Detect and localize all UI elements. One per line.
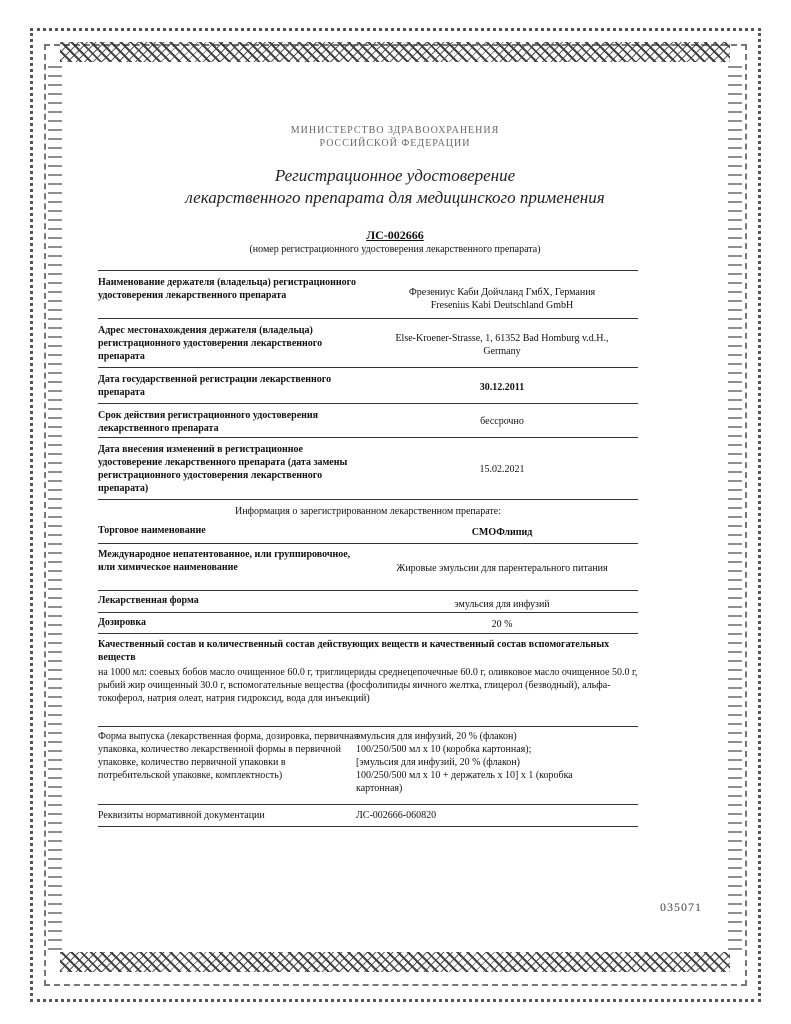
registration-date-row [98,373,638,403]
ministry-line-2: РОССИЙСКОЙ ФЕДЕРАЦИИ [319,138,471,149]
table-rule [98,318,638,319]
changes-date-row [98,443,638,499]
table-rule [98,367,638,368]
release-form-label: Форма выпуска (лекарственная форма, дозировка, первичная упаковка, количество лекарственной формы в первичной упаковке, количество первичной упаковки в потребительской упаковке, комплектность) [98,731,359,781]
registration-date-label: Дата государственной регистрации лекарственного препарата [98,374,332,398]
drug-info-section-title: Информация о зарегистрированном лекарственном препарате: [234,506,501,517]
ministry-header [180,124,610,150]
release-form-line-2: 100/250/500 мл x 10 (коробка картонная); [356,744,532,755]
dosage-label: Дозировка [98,617,146,628]
registration-date-value: 30.12.2011 [479,382,525,393]
ministry-line-1: МИНИСТЕРСТВО ЗДРАВООХРАНЕНИЯ [290,125,500,136]
release-form-value [356,730,628,795]
table-rule [98,633,638,634]
table-rule [98,543,638,544]
ornament-band-bottom [60,952,730,972]
composition-title: Качественный состав и количественный состав действующих веществ и качественный состав вспомогательных веществ [98,639,610,663]
table-rule [98,826,638,827]
validity-value: бессрочно [480,416,524,427]
serial-number: 035071 [660,900,702,914]
holder-name-ru: Фрезениус Каби Дойчланд ГмбХ, Германия [408,287,596,298]
holder-address-label: Адрес местонахождения держателя (владельца) регистрационного удостоверения лекарственного препарата [98,325,323,362]
changes-date-value: 15.02.2021 [479,464,525,475]
dosage-form-value: эмульсия для инфузий [454,599,550,610]
table-rule [98,590,638,591]
dosage-form-row [98,594,638,612]
validity-row [98,409,638,437]
requisites-value: ЛС-002666-060820 [356,810,437,821]
holder-address-value [366,332,638,358]
inn-row [98,548,638,590]
requisites-label: Реквизиты нормативной документации [98,810,265,821]
registration-number-caption: (номер регистрационного удостоверения лекарственного препарата) [249,244,541,255]
release-form-line-1: эмульсия для инфузий, 20 % (флакон) [356,731,517,742]
release-form-line-3: [эмульсия для инфузий, 20 % (флакон) [356,757,520,768]
release-form-line-4: 100/250/500 мл x 10 + держатель x 10] x 1 (коробка [356,770,573,781]
document-title [100,165,690,209]
table-rule [98,270,638,271]
registration-number: ЛС-002666 [366,228,424,242]
release-form-line-5: картонная) [356,783,403,794]
inn-value: Жировые эмульсии для парентерального питания [396,563,608,574]
composition-text: на 1000 мл: соевых бобов масло очищенное 60.0 г, триглицериды среднецепочечные 60.0 г, оливковое масло очищенное 50.0 г, рыбий жир очищенный 30.0 г, вспомогательные вещества (фосфолипиды яичного желтка, глицерол (безводный), альфа-токоферол, натрия олеат, натрия гидроксид, вода для инъекций) [98,667,638,704]
ornament-band-top [60,42,730,62]
requisites-row [98,809,638,825]
holder-name-row [98,276,638,318]
dosage-row [98,616,638,634]
table-rule [98,804,638,805]
table-rule [98,499,638,500]
holder-address-line-1: Else-Kroener-Strasse, 1, 61352 Bad Homburg v.d.H., [395,333,609,344]
table-rule [98,726,638,727]
trade-name-value: СМОФлипид [471,527,533,538]
trade-name-label: Торговое наименование [98,525,206,536]
dosage-value: 20 % [491,619,513,630]
table-rule [98,437,638,438]
release-form-row [98,730,638,802]
title-line-1: Регистрационное удостоверение [274,166,516,185]
holder-address-row [98,324,638,366]
holder-address-line-2: Germany [483,346,521,357]
validity-label: Срок действия регистрационного удостоверения лекарственного препарата [98,410,319,434]
table-rule [98,403,638,404]
inn-label: Международное непатентованное, или группировочное, или химическое наименование [98,549,351,573]
trade-name-row [98,524,638,542]
holder-name-en: Fresenius Kabi Deutschland GmbH [430,300,574,311]
ornament-side-right [728,60,742,950]
dosage-form-label: Лекарственная форма [98,595,199,606]
changes-date-label: Дата внесения изменений в регистрационное удостоверение лекарственного препарата (дата замены регистрационного удостоверения лекарственного препарата) [98,444,348,494]
holder-name-label: Наименование держателя (владельца) регистрационного удостоверения лекарственного препарата [98,277,356,301]
holder-name-value [366,286,638,312]
table-rule [98,612,638,613]
title-line-2: лекарственного препарата для медицинского применения [185,188,605,207]
ornament-side-left [48,60,62,950]
